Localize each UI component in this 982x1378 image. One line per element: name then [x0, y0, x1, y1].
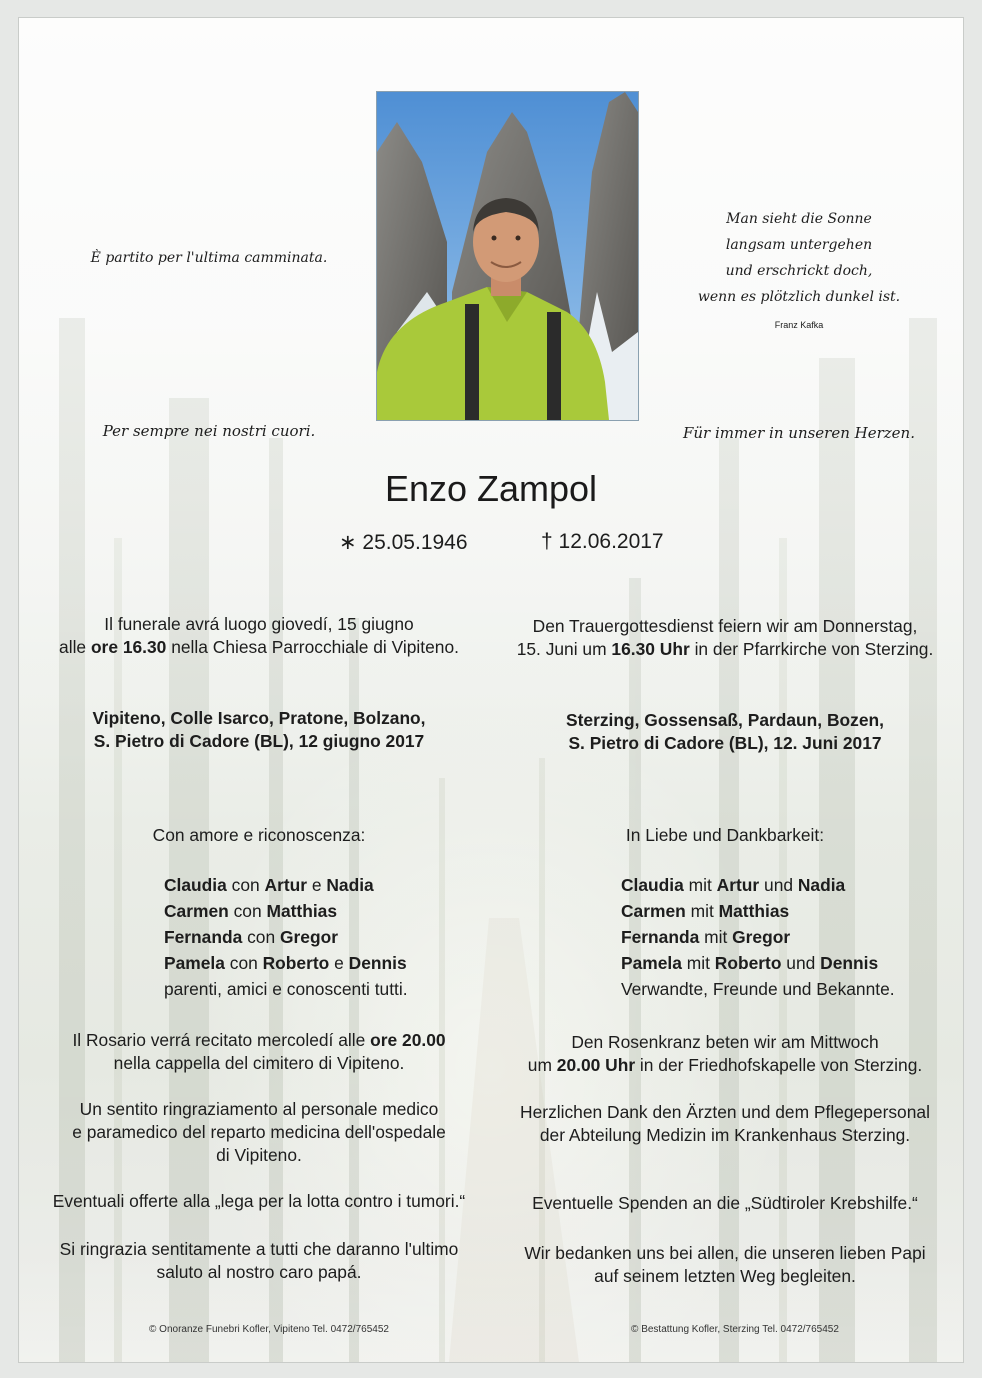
final-thanks-it: [29, 1238, 489, 1284]
family-member: Nadia: [326, 875, 374, 895]
footer-de: © Bestattung Kofler, Sterzing Tel. 0472/765452: [631, 1324, 839, 1335]
poem: [671, 206, 927, 310]
funeral-time: 16.30 Uhr: [611, 639, 690, 659]
family-line: [621, 872, 951, 898]
family-line: [164, 898, 484, 924]
donations-it: Eventuali offerte alla „lega per la lotta contro i tumori.“: [52, 1191, 466, 1211]
quote-left-bottom: Per sempre nei nostri cuori.: [102, 422, 316, 440]
text: um: [527, 1055, 557, 1075]
quote-right-bottom: Für immer in unseren Herzen.: [682, 424, 915, 442]
text: mit: [699, 927, 733, 947]
family-member: Gregor: [732, 927, 791, 947]
text: 15. Juni um: [516, 639, 612, 659]
family-line: [621, 924, 951, 950]
rosary-line: Den Rosenkranz beten wir am Mittwoch: [571, 1032, 879, 1052]
poem-line: und erschrickt doch,: [725, 263, 873, 279]
deceased-name: Enzo Zampol: [384, 468, 598, 509]
rosary-it: [29, 1029, 489, 1075]
footer-it: © Onoranze Funebri Kofler, Vipiteno Tel. 0472/765452: [149, 1324, 389, 1335]
text: Il Rosario verrá recitato mercoledí alle: [72, 1030, 371, 1050]
places-date-de: [495, 709, 955, 755]
family-line: [164, 950, 484, 976]
text: mit: [685, 901, 719, 921]
family-member: Fernanda: [621, 927, 700, 947]
final-line: Wir bedanken uns bei allen, die unseren lieben Papi: [524, 1243, 926, 1263]
thanks-de: [495, 1101, 955, 1147]
death-date: † 12.06.2017: [541, 530, 664, 553]
family-member: Roberto: [714, 953, 782, 973]
thanks-line: di Vipiteno.: [216, 1145, 302, 1165]
rosary-line: nella cappella del cimitero di Vipiteno.: [113, 1053, 405, 1073]
greeting-de: In Liebe und Dankbarkeit:: [625, 825, 825, 845]
funeral-line: [29, 636, 489, 659]
text: in der Pfarrkirche von Sterzing.: [689, 639, 934, 659]
family-member: Claudia: [621, 875, 684, 895]
funeral-line: Il funerale avrá luogo giovedí, 15 giugno: [104, 614, 414, 634]
relatives-line: parenti, amici e conoscenti tutti.: [164, 979, 408, 999]
thanks-line: der Abteilung Medizin im Krankenhaus Sterzing.: [539, 1125, 911, 1145]
family-member: Claudia: [164, 875, 227, 895]
rosary-de: [495, 1031, 955, 1077]
rosary-line: [29, 1029, 489, 1052]
family-member: Dennis: [820, 953, 879, 973]
family-line: [164, 924, 484, 950]
family-member: Roberto: [262, 953, 330, 973]
family-member: Pamela: [164, 953, 225, 973]
places-line: S. Pietro di Cadore (BL), 12 giugno 2017: [93, 731, 425, 751]
family-line: [621, 898, 951, 924]
poem-line: wenn es plötzlich dunkel ist.: [697, 289, 901, 305]
text: und: [781, 953, 821, 973]
family-list-de: [621, 872, 951, 1002]
places-line: S. Pietro di Cadore (BL), 12. Juni 2017: [568, 733, 882, 753]
thanks-it: [29, 1098, 489, 1167]
rosary-time: ore 20.00: [370, 1030, 446, 1050]
family-line: [164, 872, 484, 898]
funeral-line: [495, 638, 955, 661]
portrait-photo: [376, 91, 639, 421]
text: in der Friedhofskapelle von Sterzing.: [635, 1055, 923, 1075]
family-member: Fernanda: [164, 927, 243, 947]
rosary-time: 20.00 Uhr: [556, 1055, 636, 1075]
donations-de: Eventuelle Spenden an die „Südtiroler Krebshilfe.“: [532, 1193, 918, 1213]
text: nella Chiesa Parrocchiale di Vipiteno.: [166, 637, 459, 657]
family-member: Matthias: [266, 901, 338, 921]
family-list-it: [164, 872, 484, 1002]
poem-line: Man sieht die Sonne: [726, 211, 872, 227]
final-line: saluto al nostro caro papá.: [156, 1262, 362, 1282]
text: con: [226, 875, 265, 895]
rosary-line: [495, 1054, 955, 1077]
text: alle: [59, 637, 91, 657]
text: mit: [681, 953, 715, 973]
final-line: auf seinem letzten Weg begleiten.: [594, 1266, 856, 1286]
text: con: [224, 953, 263, 973]
funeral-line: Den Trauergottesdienst feiern wir am Donnerstag,: [532, 616, 918, 636]
funeral-info-de: [495, 615, 955, 661]
family-member: Carmen: [621, 901, 686, 921]
poem-line: langsam untergehen: [725, 237, 873, 253]
family-member: Gregor: [279, 927, 338, 947]
birth-date: ∗ 25.05.1946: [339, 531, 468, 554]
thanks-line: Herzlichen Dank den Ärzten und dem Pflegepersonal: [520, 1102, 930, 1122]
places-line: Vipiteno, Colle Isarco, Pratone, Bolzano,: [92, 708, 426, 728]
places-line: Sterzing, Gossensaß, Pardaun, Bozen,: [566, 710, 884, 730]
thanks-line: e paramedico del reparto medicina dell'ospedale: [72, 1122, 446, 1142]
text: e: [307, 875, 327, 895]
places-date-it: [29, 707, 489, 753]
family-member: Matthias: [718, 901, 790, 921]
obituary-sheet: [18, 17, 964, 1363]
text: e: [329, 953, 349, 973]
family-member: Dennis: [348, 953, 407, 973]
funeral-time: ore 16.30: [90, 637, 167, 657]
text: mit: [683, 875, 717, 895]
greeting-it: Con amore e riconoscenza:: [152, 825, 366, 845]
final-thanks-de: [495, 1242, 955, 1288]
poem-author: Franz Kafka: [774, 320, 824, 330]
family-member: Artur: [264, 875, 308, 895]
quote-left-top: È partito per l'ultima camminata.: [90, 250, 328, 266]
thanks-line: Un sentito ringraziamento al personale medico: [79, 1099, 439, 1119]
relatives-line: Verwandte, Freunde und Bekannte.: [621, 979, 895, 999]
funeral-info-it: [29, 613, 489, 659]
family-member: Nadia: [797, 875, 846, 895]
text: con: [228, 901, 267, 921]
text: und: [759, 875, 798, 895]
family-member: Pamela: [621, 953, 682, 973]
text: con: [242, 927, 280, 947]
family-line: [621, 950, 951, 976]
family-member: Artur: [716, 875, 760, 895]
final-line: Si ringrazia sentitamente a tutti che daranno l'ultimo: [59, 1239, 459, 1259]
family-member: Carmen: [164, 901, 229, 921]
